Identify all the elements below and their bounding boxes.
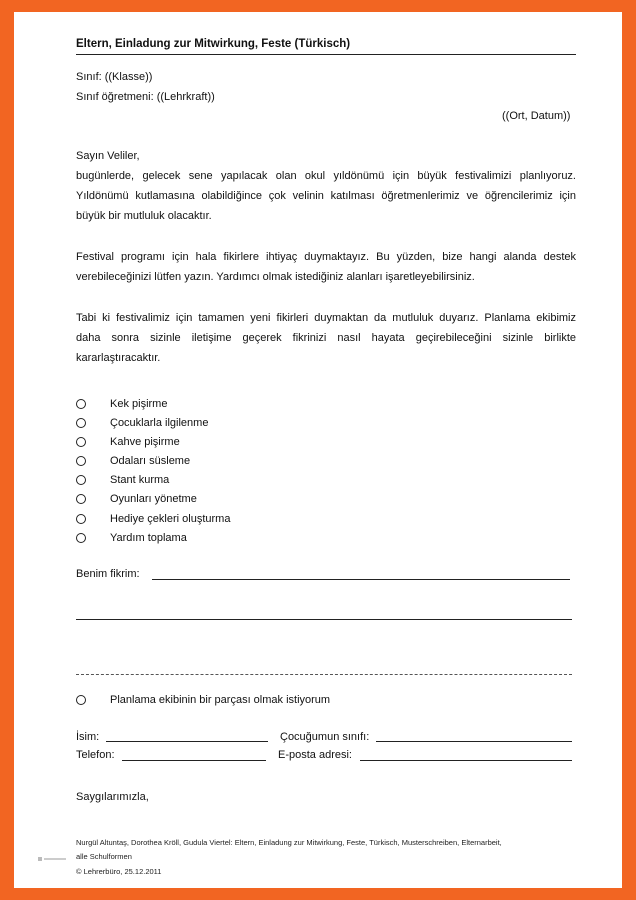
name-input-line[interactable] (106, 741, 268, 742)
paragraph-1-line-2: Yıldönümü kutlamasına olabildiğince çok velinin katılması öğretmenlerimiz ve öğrencilerimiz için (76, 190, 576, 202)
paragraph-2-line-2: verebileceğinizi lütfen yazın. Yardımcı olmak istediğiniz alanları işaretleyebilirsiniz. (76, 271, 475, 283)
phone-label: Telefon: (76, 749, 115, 761)
option-kahve-pisirme[interactable] (76, 434, 180, 450)
paragraph-3-line-1: Tabi ki festivalimiz için tamamen yeni fikirleri duymaktan da mutluluk duyarız. Planlama ekibimiz (76, 312, 576, 324)
option-hediye-cekleri[interactable] (76, 511, 230, 527)
paragraph-2-line-1: Festival programı için hala fikirlere ihtiyaç duymaktayız. Bu yüzden, bize hangi alanda destek (76, 251, 576, 263)
option-oyunlari-yonetme[interactable] (76, 491, 197, 507)
footer-line-2: alle Schulformen (76, 852, 132, 861)
option-odalari-susleme[interactable] (76, 453, 190, 469)
idea-input-line-2[interactable] (76, 619, 572, 620)
option-label: Yardım toplama (110, 532, 187, 544)
radio-button[interactable] (76, 399, 86, 409)
radio-button[interactable] (76, 514, 86, 524)
option-label: Hediye çekleri oluşturma (110, 513, 231, 525)
option-stant-kurma[interactable] (76, 472, 169, 488)
option-label: Çocuklarla ilgilenme (110, 417, 209, 429)
option-label: Planlama ekibinin bir parçası olmak istiyorum (110, 694, 331, 706)
closing: Saygılarımızla, (76, 791, 149, 803)
title-underline (76, 54, 576, 55)
email-label: E-posta adresi: (278, 749, 352, 761)
document-page (14, 12, 622, 888)
option-planning-team[interactable] (76, 692, 330, 708)
paragraph-1-line-3: büyük bir mutluluk olacaktır. (76, 210, 212, 222)
option-label: Kahve pişirme (110, 436, 180, 448)
option-cocuklarla-ilgilenme[interactable] (76, 415, 208, 431)
document-title: Eltern, Einladung zur Mitwirkung, Feste (Türkisch) (76, 38, 351, 50)
teacher-label: Sınıf öğretmeni: ((Lehrkraft)) (76, 91, 215, 103)
radio-button[interactable] (76, 475, 86, 485)
radio-button[interactable] (76, 456, 86, 466)
option-label: Odaları süsleme (110, 455, 191, 467)
radio-button[interactable] (76, 695, 86, 705)
option-kek-pisirme[interactable] (76, 396, 167, 412)
child-class-label: Çocuğumun sınıfı: (280, 731, 370, 743)
watermark-logo (38, 850, 68, 858)
radio-button[interactable] (76, 494, 86, 504)
paragraph-1-line-1: bugünlerde, gelecek sene yapılacak olan okul yıldönümü için büyük festivalimizi planlıyoruz. (76, 170, 576, 182)
idea-label: Benim fikrim: (76, 568, 140, 580)
radio-button[interactable] (76, 437, 86, 447)
class-label: Sınıf: ((Klasse)) (76, 71, 153, 83)
idea-input-line-1[interactable] (152, 579, 570, 580)
child-class-input-line[interactable] (376, 741, 572, 742)
radio-button[interactable] (76, 533, 86, 543)
radio-button[interactable] (76, 418, 86, 428)
option-label: Oyunları yönetme (110, 493, 197, 505)
email-input-line[interactable] (360, 760, 572, 761)
paragraph-3-line-2: daha sonra sizinle iletişime geçerek fikrinizi nasıl hayata geçirebileceğini sizinle birlikte (76, 332, 576, 344)
phone-input-line[interactable] (122, 760, 266, 761)
option-yardim-toplama[interactable] (76, 530, 187, 546)
name-label: İsim: (76, 731, 100, 743)
footer-line-3: © Lehrerbüro, 25.12.2011 (76, 867, 162, 876)
place-date: ((Ort, Datum)) (502, 110, 571, 122)
paragraph-3-line-3: kararlaştıracaktır. (76, 352, 161, 364)
cut-line (76, 674, 572, 675)
footer-line-1: Nurgül Altuntaş, Dorothea Kröll, Gudula Viertel: Eltern, Einladung zur Mitwirkung, Feste, Türkisch, Musterschreiben, Elternarbeit, (76, 838, 502, 847)
option-label: Kek pişirme (110, 398, 168, 410)
option-label: Stant kurma (110, 474, 170, 486)
salutation: Sayın Veliler, (76, 150, 140, 162)
